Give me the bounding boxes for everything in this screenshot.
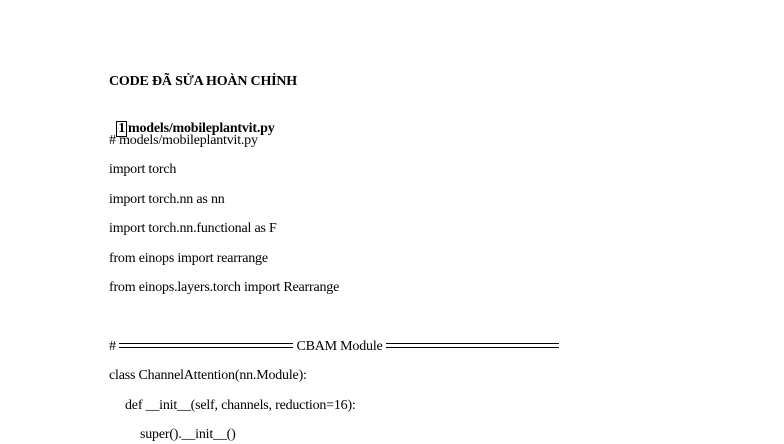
code-line: from einops import rearrange	[109, 251, 268, 266]
section-title: models/mobileplantvit.py	[128, 121, 275, 136]
code-line: import torch.nn as nn	[109, 192, 225, 207]
code-line: from einops.layers.torch import Rearrange	[109, 280, 340, 295]
code-line: import torch.nn.functional as F	[109, 221, 277, 236]
separator-label: CBAM Module	[296, 339, 383, 354]
code-line: # models/mobileplantvit.py	[109, 133, 258, 148]
separator-rule-left	[119, 343, 293, 348]
code-line: import torch	[109, 162, 177, 177]
document-heading: CODE ĐÃ SỬA HOÀN CHỈNH	[109, 74, 297, 89]
section-separator	[109, 338, 559, 356]
separator-prefix: #	[109, 339, 116, 354]
section-number: 1	[118, 121, 126, 136]
separator-rule-right	[386, 343, 559, 348]
code-line: def __init__(self, channels, reduction=16):	[125, 398, 356, 413]
code-line: class ChannelAttention(nn.Module):	[109, 368, 307, 383]
code-line: super().__init__()	[140, 427, 236, 442]
